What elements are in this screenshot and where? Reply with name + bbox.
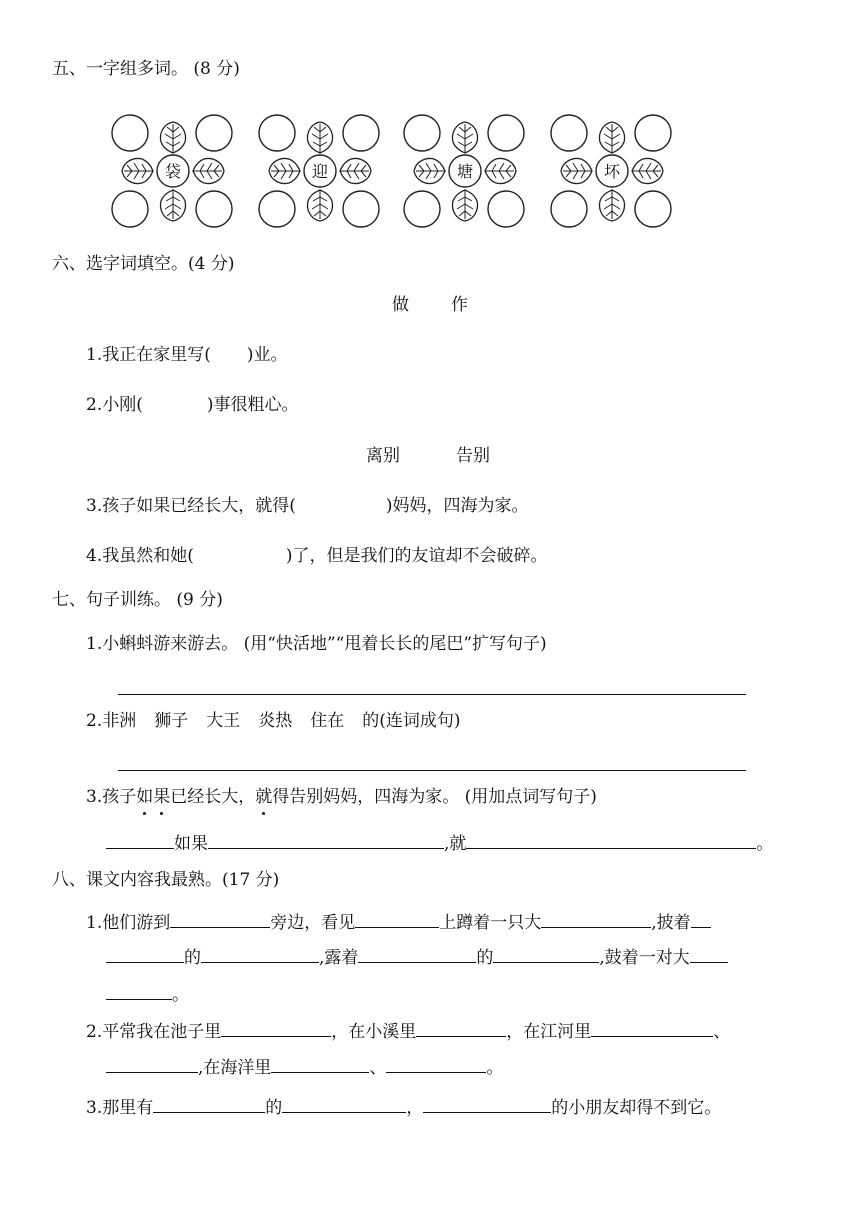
q8-3: 3.那里有 的 ， 的小朋友却得不到它。 (86, 1094, 721, 1120)
leaf-icon (600, 190, 625, 221)
answer-circle[interactable] (551, 115, 587, 151)
leaf-icon (308, 122, 333, 153)
word-web-1 (110, 112, 236, 230)
section-5-title: 五、一字组多词。 (8 分) (52, 59, 240, 79)
leaf-icon (453, 122, 478, 153)
leaf-icon (414, 159, 445, 184)
dotted-char-ru: 如 (136, 787, 154, 807)
blank[interactable] (355, 909, 439, 928)
leaf-icon (122, 159, 153, 184)
dotted-char-guo: 果 (153, 787, 171, 807)
answer-circle[interactable] (635, 191, 671, 227)
q8-1-line3: 。 (106, 981, 189, 1007)
leaf-icon (308, 190, 333, 221)
leaf-icon (340, 159, 371, 184)
leaf-icon (161, 190, 186, 221)
section-7-title: 七、句子训练。 (9 分) (52, 590, 223, 610)
answer-circle[interactable] (196, 191, 232, 227)
q7-3-fill: 如果 ,就 。 (106, 830, 773, 856)
q8-2-line2: ,在海洋里 、 。 (106, 1054, 503, 1080)
answer-circle[interactable] (112, 115, 148, 151)
blank[interactable] (106, 830, 174, 849)
leaf-icon (600, 122, 625, 153)
q6-4: 4.我虽然和她( )了，但是我们的友谊却不会破碎。 (86, 546, 548, 566)
blank[interactable] (358, 944, 476, 963)
section-8-title: 八、课文内容我最熟。(17 分) (52, 870, 280, 890)
leaf-icon (193, 159, 224, 184)
q7-2: 2.非洲 狮子 大王 炎热 住在 的(连词成句) (86, 711, 461, 731)
blank[interactable] (208, 830, 444, 849)
choice-gaobie: 告别 (456, 446, 490, 466)
answer-circle[interactable] (343, 115, 379, 151)
center-character: 坏 (603, 162, 621, 181)
q6-2: 2.小刚( )事很粗心。 (86, 395, 299, 415)
word-choices-1 (0, 293, 860, 317)
answer-circle[interactable] (404, 115, 440, 151)
center-character: 塘 (456, 162, 474, 181)
blank[interactable] (221, 1018, 331, 1037)
blank[interactable] (153, 1094, 265, 1113)
leaf-icon (632, 159, 663, 184)
word-web-2 (257, 112, 383, 230)
choice-zuo-1: 做 (392, 295, 409, 315)
answer-line-7-2[interactable] (118, 770, 746, 771)
choice-libie: 离别 (366, 446, 400, 466)
q8-1-line2: 的 ,露着 的 ,鼓着一对大 (106, 944, 728, 970)
answer-circle[interactable] (635, 115, 671, 151)
blank[interactable] (416, 1018, 506, 1037)
answer-circle[interactable] (551, 191, 587, 227)
leaf-icon (269, 159, 300, 184)
answer-circle[interactable] (404, 191, 440, 227)
word-web-4 (549, 112, 675, 230)
dotted-char-jiu: 就 (255, 787, 273, 807)
q7-3: 3.孩子如果已经长大，就得告别妈妈，四海为家。 (用加点词写句子) (86, 787, 597, 807)
blank[interactable] (170, 909, 270, 928)
answer-circle[interactable] (259, 191, 295, 227)
leaf-icon (561, 159, 592, 184)
answer-circle[interactable] (196, 115, 232, 151)
answer-line-7-1[interactable] (118, 694, 746, 695)
blank[interactable] (386, 1054, 486, 1073)
word-web-3 (402, 112, 528, 230)
leaf-icon (161, 122, 186, 153)
blank[interactable] (106, 944, 184, 963)
answer-circle[interactable] (112, 191, 148, 227)
blank[interactable] (466, 830, 756, 849)
word-choices-2 (0, 444, 858, 468)
q6-3: 3.孩子如果已经长大，就得( )妈妈，四海为家。 (86, 496, 529, 516)
answer-circle[interactable] (259, 115, 295, 151)
answer-circle[interactable] (488, 191, 524, 227)
leaf-icon (485, 159, 516, 184)
answer-circle[interactable] (488, 115, 524, 151)
blank[interactable] (423, 1094, 551, 1113)
q6-1: 1.我正在家里写( )业。 (86, 345, 288, 365)
answer-circle[interactable] (343, 191, 379, 227)
blank[interactable] (591, 1018, 713, 1037)
blank[interactable] (282, 1094, 406, 1113)
center-character: 袋 (164, 162, 182, 181)
center-character: 迎 (311, 162, 329, 181)
q8-1-line1: 1.他们游到 旁边，看见 上蹲着一只大 ,披着 (86, 909, 711, 935)
blank[interactable] (493, 944, 599, 963)
section-6-title: 六、选字词填空。(4 分) (52, 254, 235, 274)
leaf-icon (453, 190, 478, 221)
blank[interactable] (541, 909, 651, 928)
q7-1: 1.小蝌蚪游来游去。 (用“快活地”“甩着长长的尾巴”扩写句子) (86, 634, 547, 654)
q8-2-line1: 2.平常我在池子里 ，在小溪里 ，在江河里 、 (86, 1018, 730, 1044)
blank[interactable] (690, 944, 728, 963)
blank[interactable] (691, 909, 711, 928)
choice-zuo-2: 作 (451, 295, 468, 315)
blank[interactable] (271, 1054, 369, 1073)
blank[interactable] (201, 944, 319, 963)
blank[interactable] (106, 1054, 198, 1073)
blank[interactable] (106, 981, 172, 1000)
